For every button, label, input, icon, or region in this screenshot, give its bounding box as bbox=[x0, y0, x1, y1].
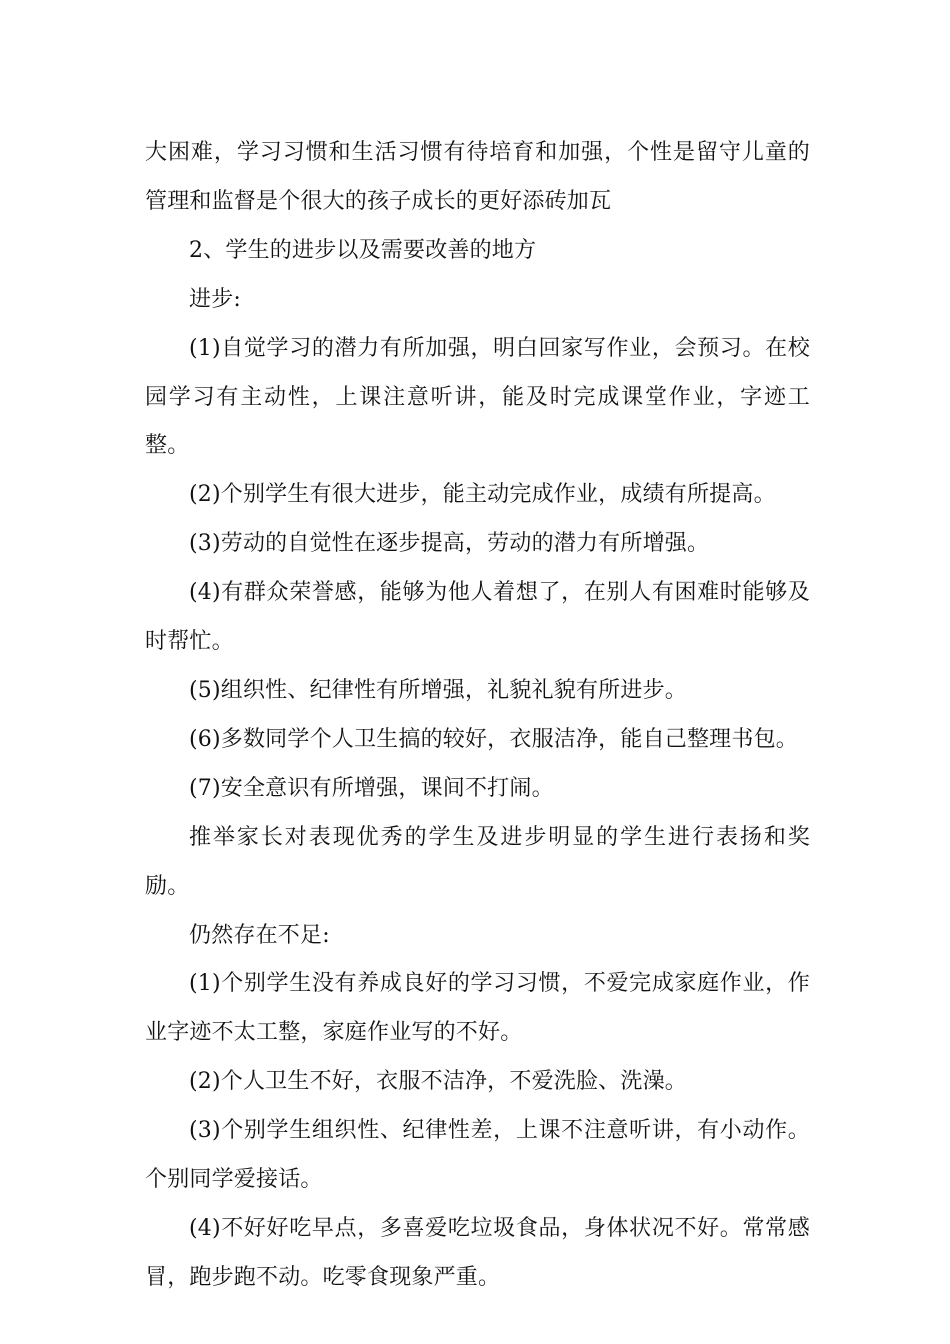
progress-item-3: (3)劳动的自觉性在逐步提高，劳动的潜力有所增强。 bbox=[189, 531, 710, 557]
progress-item-1: (1)自觉学习的潜力有所加强，明白回家写作业，会预习。在校园学习有主动性，上课注意听讲，能及时完成课堂作业，字迹工整。 bbox=[145, 335, 810, 459]
shortcoming-item-2: (2)个人卫生不好，衣服不洁净，不爱洗脸、洗澡。 bbox=[189, 1069, 687, 1095]
subheading-progress: 进步: bbox=[189, 286, 242, 312]
progress-item-7: (7)安全意识有所增强，课间不打闹。 bbox=[189, 775, 554, 801]
section-heading-progress-and-improvement: 2、学生的进步以及需要改善的地方 bbox=[189, 237, 537, 263]
progress-item-5: (5)组织性、纪律性有所增强，礼貌礼貌有所进步。 bbox=[189, 677, 687, 703]
subheading-shortcomings: 仍然存在不足: bbox=[189, 922, 330, 948]
progress-item-6: (6)多数同学个人卫生搞的较好，衣服洁净，能自己整理书包。 bbox=[189, 726, 798, 752]
paragraph-continuation: 大困难，学习习惯和生活习惯有待培育和加强，个性是留守儿童的管理和监督是个很大的孩子成长的更好添砖加瓦 bbox=[145, 140, 810, 214]
shortcoming-item-3: (3)个别学生组织性、纪律性差，上课不注意听讲，有小动作。个别同学爱接话。 bbox=[145, 1118, 810, 1193]
shortcoming-item-1: (1)个别学生没有养成良好的学习习惯，不爱完成家庭作业，作业字迹不太工整，家庭作业写的不好。 bbox=[145, 971, 810, 1046]
recommendation-paragraph: 推举家长对表现优秀的学生及进步明显的学生进行表扬和奖励。 bbox=[145, 824, 810, 899]
progress-item-4: (4)有群众荣誉感，能够为他人着想了，在别人有困难时能够及时帮忙。 bbox=[145, 580, 810, 655]
progress-item-2: (2)个别学生有很大进步，能主动完成作业，成绩有所提高。 bbox=[189, 482, 776, 508]
shortcoming-item-4: (4)不好好吃早点，多喜爱吃垃圾食品，身体状况不好。常常感冒，跑步跑不动。吃零食现象严重。 bbox=[145, 1215, 810, 1290]
document-body bbox=[145, 129, 810, 1303]
